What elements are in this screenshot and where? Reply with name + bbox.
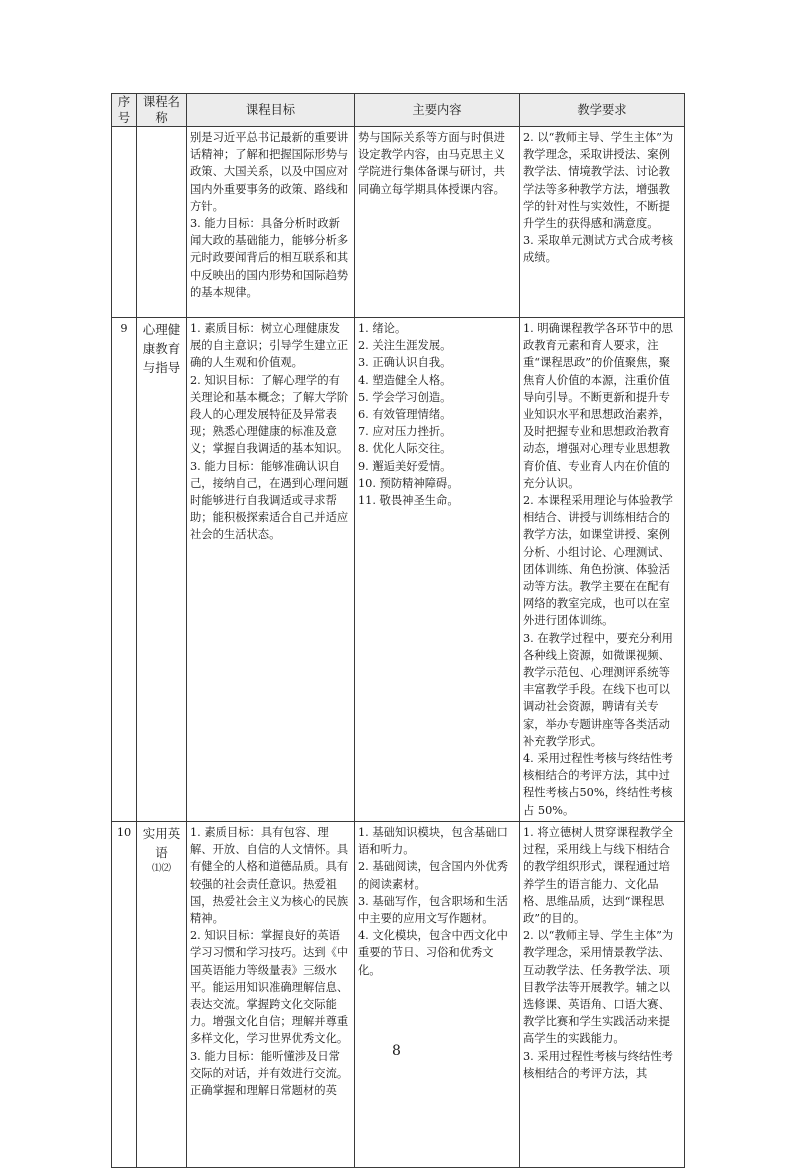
content-item: 1. 基础知识模块，包含基础口语和听力。 [358, 825, 508, 857]
header-target: 课程目标 [187, 94, 355, 127]
course-name-text: 心理健康教育与指导 [142, 322, 181, 375]
row-content [355, 127, 520, 318]
row-requirements [520, 318, 685, 822]
row-course-name [137, 318, 187, 822]
row-requirements [520, 821, 685, 1167]
content-item: 4. 塑造健全人格。 [358, 373, 452, 387]
content-item: 5. 学会学习创造。 [358, 390, 452, 404]
content-item: 11. 敬畏神圣生命。 [358, 494, 459, 508]
table-row [112, 821, 685, 1167]
row-target [187, 127, 355, 318]
target-paragraph: 3. 能力目标：能够准确认识自己，接纳自己，在遇到心理问题时能够进行自我调适或寻求帮助；能积极探索适合自己并适应社会的生活状态。 [190, 459, 349, 542]
requirement-paragraph: 3. 采取单元测试方式合成考核成绩。 [523, 234, 673, 265]
row-course-name [137, 821, 187, 1167]
content-item: 7. 应对压力挫折。 [358, 425, 452, 439]
row-content [355, 318, 520, 822]
row-target [187, 318, 355, 822]
row-target [187, 821, 355, 1167]
page-number: 8 [392, 1043, 401, 1059]
content-item: 6. 有效管理情绪。 [358, 408, 452, 422]
header-requirements: 教学要求 [520, 94, 685, 127]
row-seq: 9 [112, 318, 137, 822]
content-paragraph: 势与国际关系等方面与时俱进设定教学内容，由马克思主义学院进行集体备课与研讨，共同确立每学期具体授课内容。 [358, 131, 505, 196]
content-item: 3. 正确认识自我。 [358, 356, 452, 370]
requirement-paragraph: 2. 本课程采用理论与体验教学相结合、讲授与训练相结合的教学方法，如课堂讲授、案例分析、小组讨论、心理测试、团体训练、角色扮演、体验活动等方法。教学主要在在配有网络的教室完成，也可以在室外进行团体训练。 [523, 494, 673, 628]
target-paragraph: 1. 素质目标：具有包容、理解、开放、自信的人文情怀。具有健全的人格和道德品质。具有较强的社会责任意识。热爱祖国，热爱社会主义为核心的民族精神。 [190, 825, 349, 925]
requirement-paragraph: 1. 明确课程教学各环节中的思政教育元素和育人要求，注重“课程思政”的价值聚焦，聚焦育人价值的本源，注重价值导向引导。不断更新和提升专业知识水平和思想政治素养，及时把握专业和思想政治教育动态，增强对心理专业思想教育价值、专业育人内在价值的充分认识。 [523, 322, 673, 490]
header-course-name: 课程名称 [137, 94, 187, 127]
requirement-paragraph: 4. 采用过程性考核与终结性考核相结合的考评方法，其中过程性考核占50%，终结性考核占 50%。 [523, 752, 673, 817]
row-content [355, 821, 520, 1167]
requirement-paragraph: 3. 在教学过程中，要充分利用各种线上资源，如微课视频、教学示范包、心理测评系统等丰富教学手段。在线下也可以调动社会资源，聘请有关专家，举办专题讲座等各类活动补充教学形式。 [523, 631, 673, 748]
header-seq: 序号 [112, 94, 137, 127]
requirement-paragraph: 3. 采用过程性考核与终结性考核相结合的考评方法，其 [523, 1049, 673, 1080]
requirement-paragraph: 2. 以“教师主导、学生主体”为教学理念，采取讲授法、案例教学法、情境教学法、讨论教学法等多种教学方法，增强教学的针对性与实效性，不断提升学生的获得感和满意度。 [523, 131, 674, 231]
header-content: 主要内容 [355, 94, 520, 127]
curriculum-table [111, 93, 685, 1168]
content-item: 3. 基础写作，包含职场和生活中主要的应用文写作题材。 [358, 894, 508, 925]
row-course-name [137, 127, 187, 318]
target-paragraph: 别是习近平总书记最新的重要讲话精神；了解和把握国际形势与政策、大国关系，以及中国应对国内外重要事务的政策、路线和方针。 [190, 131, 349, 213]
target-paragraph: 2. 知识目标：了解心理学的有关理论和基本概念；了解大学阶段人的心理发展特征及异常表现；熟悉心理健康的标准及意义；掌握自我调适的基本知识。 [190, 373, 349, 456]
requirement-paragraph: 2. 以“教师主导、学生主体”为教学理念，采用情景教学法、互动教学法、任务教学法、项目教学法等开展教学。辅之以选修课、英语角、口语大赛、教学比赛和学生实践活动来提高学生的实践能力。 [523, 929, 674, 1046]
table-row [112, 318, 685, 822]
content-item: 2. 关注生涯发展。 [358, 339, 452, 353]
table-row [112, 127, 685, 318]
content-item: 2. 基础阅读，包含国内外优秀的阅读素材。 [358, 860, 508, 891]
target-paragraph: 2. 知识目标：掌握良好的英语学习习惯和学习技巧。达到《中国英语能力等级量表》三级水平。能运用知识准确理解信息、表达交流。掌握跨文化交际能力。增强文化自信；理解并尊重多样文化，学习世界优秀文化。 [190, 929, 349, 1046]
row-seq [112, 127, 137, 318]
course-name-note: ⑴⑵ [151, 862, 171, 874]
row-seq: 10 [112, 821, 137, 1167]
content-item: 4. 文化模块，包含中西文化中重要的节日、习俗和优秀文化。 [358, 929, 508, 977]
content-item: 1. 绪论。 [358, 322, 407, 335]
content-item: 10. 预防精神障碍。 [358, 476, 459, 490]
content-item: 9. 邂逅美好爱情。 [358, 459, 452, 473]
content-item: 8. 优化人际交往。 [358, 442, 452, 456]
target-paragraph: 3. 能力目标：能听懂涉及日常交际的对话，并有效进行交流。正确掌握和理解日常题材的英 [190, 1049, 349, 1097]
target-paragraph: 3. 能力目标：具备分析时政新闻大政的基础能力，能够分析多元时政要闻背后的相互联系和其中反映出的国内形势和国际趋势的基本规律。 [190, 217, 349, 299]
requirement-paragraph: 1. 将立德树人贯穿课程教学全过程，采用线上与线下相结合的教学组织形式，课程通过培养学生的语言能力、文化品格、思维品质，达到“课程思政”的目的。 [523, 825, 673, 925]
row-requirements [520, 127, 685, 318]
header-row [112, 94, 685, 127]
target-paragraph: 1. 素质目标：树立心理健康发展的自主意识；引导学生建立正确的人生观和价值观。 [190, 322, 349, 370]
course-name-text: 实用英语 [142, 825, 181, 860]
